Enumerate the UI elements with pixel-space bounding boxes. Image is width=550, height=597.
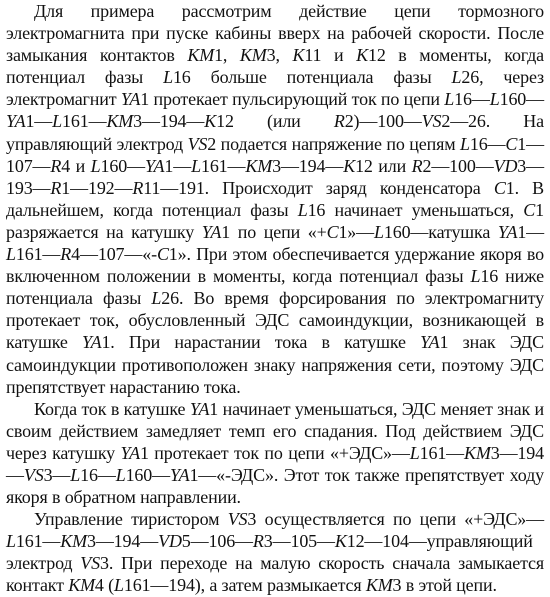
circuit-symbol: VS bbox=[227, 509, 248, 530]
circuit-symbol: C bbox=[326, 221, 339, 242]
circuit-symbol: L bbox=[459, 133, 470, 154]
circuit-symbol: KM bbox=[187, 45, 215, 66]
paragraph-1: Для примера рассмотрим действие цепи тормозного электромагнита при пуске кабины вверх на рабочей скорости. После замыкания контактов KM1, KM3, K11 и K12 в моменты, когда потенциал фазы L16 больше потенциала фазы L26, через электромагнит YA1 протекает пульсирующий ток по цепи L16—L160—YA1—L161—KM3—194—K12 (или R2)—100—VS2—26. На управляющий электрод VS2 подается напряжение по цепям L16—C1—107—R4 и L160—YA1—L161—KM3—194—K12 или R2—100—VD3—193—R1—192—R11—191. Происходит заряд конденсатора C1. В дальнейшем, когда потенциал фазы L16 начинает уменьшаться, C1 разряжается на катушку YA1 по цепи «+C1»—L160—катушка YA1—L161—R4—107—«-C1». При этом обеспечивается удержание якоря во включенном положении в моменты, когда потенциал фазы L16 ниже потенциала фазы L26. Во время форсирования по электромагниту протекает ток, обусловленный ЭДС самоиндукции, возникающей в катушке YA1. При нарастании тока в катушке YA1 знак ЭДС самоиндукции противоположен знаку напряжения сети, поэтому ЭДС препятствует нарастанию тока. bbox=[6, 1, 545, 397]
circuit-symbol: L bbox=[297, 199, 308, 220]
circuit-symbol: VS bbox=[421, 111, 442, 132]
circuit-symbol: YA bbox=[120, 89, 141, 110]
circuit-symbol: L bbox=[151, 288, 162, 309]
circuit-symbol: YA bbox=[189, 398, 210, 419]
circuit-symbol: K bbox=[356, 45, 368, 66]
circuit-symbol: L bbox=[6, 531, 16, 552]
circuit-symbol: L bbox=[374, 221, 384, 242]
circuit-symbol: L bbox=[113, 575, 124, 596]
circuit-symbol: R bbox=[132, 177, 144, 198]
circuit-symbol: YA bbox=[497, 221, 518, 242]
circuit-symbol: YA bbox=[6, 111, 26, 132]
circuit-symbol: L bbox=[115, 464, 126, 485]
paragraph-2: Когда ток в катушке YA1 начинает уменьшаться, ЭДС меняет знак и своим действием замедляет темп его спадания. Под действием ЭДС через катушку YA1 протекает ток по цепи «+ЭДС»—L161—KM3—194—VS3—L16—L160—YA1—«-ЭДС». Этот ток также препятствует ходу якоря в обратном направлении. bbox=[6, 398, 545, 508]
paragraph-3: Управление тиристором VS3 осуществляется по цепи «+ЭДС»—L161—KM3—194—VD5—106—R3—105—K12—104—управляющий электрод VS3. При переходе на малую скорость сначала замыкается контакт KM4 (L161—194), а затем размыкается KM3 в этой цепи. bbox=[6, 509, 544, 596]
circuit-symbol: KM bbox=[245, 155, 273, 176]
circuit-symbol: YA bbox=[120, 442, 140, 463]
circuit-symbol: C bbox=[156, 244, 169, 265]
circuit-symbol: VS bbox=[80, 553, 100, 574]
circuit-symbol: L bbox=[444, 89, 455, 110]
circuit-symbol: YA bbox=[201, 221, 222, 242]
circuit-symbol: KM bbox=[239, 45, 267, 66]
circuit-symbol: L bbox=[470, 266, 481, 287]
circuit-symbol: R bbox=[60, 244, 72, 265]
circuit-symbol: K bbox=[343, 155, 356, 176]
circuit-symbol: VD bbox=[158, 531, 182, 552]
circuit-symbol: VS bbox=[187, 133, 208, 154]
circuit-symbol: L bbox=[6, 244, 16, 265]
circuit-symbol: C bbox=[493, 177, 506, 198]
circuit-symbol: KM bbox=[68, 575, 95, 596]
circuit-symbol: C bbox=[523, 199, 536, 220]
circuit-symbol: KM bbox=[365, 575, 393, 596]
circuit-symbol: C bbox=[505, 133, 518, 154]
circuit-symbol: L bbox=[409, 442, 420, 463]
circuit-symbol: YA bbox=[144, 155, 165, 176]
circuit-symbol: L bbox=[52, 111, 63, 132]
circuit-symbol: R bbox=[411, 155, 423, 176]
circuit-symbol: R bbox=[50, 177, 62, 198]
circuit-symbol: VD bbox=[493, 155, 518, 176]
circuit-symbol: KM bbox=[60, 531, 87, 552]
circuit-symbol: L bbox=[163, 67, 173, 88]
circuit-symbol: K bbox=[292, 45, 305, 66]
circuit-symbol: L bbox=[70, 464, 81, 485]
circuit-symbol: L bbox=[90, 155, 101, 176]
circuit-symbol: R bbox=[252, 531, 264, 552]
circuit-symbol: VS bbox=[23, 464, 44, 485]
document-page bbox=[6, 0, 545, 596]
circuit-symbol: YA bbox=[420, 332, 440, 353]
circuit-symbol: YA bbox=[169, 464, 190, 485]
circuit-symbol: K bbox=[334, 531, 347, 552]
circuit-symbol: R bbox=[333, 111, 345, 132]
circuit-symbol: R bbox=[50, 155, 62, 176]
circuit-symbol: YA bbox=[82, 332, 102, 353]
circuit-symbol: K bbox=[204, 111, 217, 132]
circuit-symbol: KM bbox=[464, 442, 491, 463]
circuit-symbol: L bbox=[451, 67, 462, 88]
circuit-symbol: L bbox=[489, 89, 500, 110]
circuit-symbol: L bbox=[191, 155, 201, 176]
circuit-symbol: KM bbox=[106, 111, 134, 132]
